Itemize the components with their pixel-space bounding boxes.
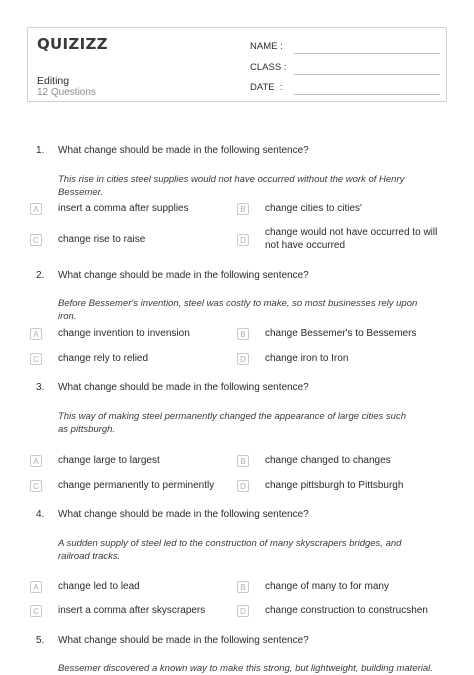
quizizz-logo: QUIZIZZ (37, 35, 108, 53)
option-text[interactable]: change rely to relied (58, 353, 149, 364)
option-letter-box[interactable]: B (237, 581, 249, 593)
option-letter-box[interactable]: B (237, 203, 249, 215)
option-letter-box[interactable]: D (237, 480, 249, 492)
option-text[interactable]: change of many to for many (265, 581, 389, 592)
question-sentence: A sudden supply of steel led to the construction of many skyscrapers bridges, and railroad tracks. (58, 538, 402, 562)
option-letter-box[interactable]: C (30, 234, 42, 246)
question-number: 3. (36, 382, 45, 393)
question-prompt: What change should be made in the following sentence? (58, 382, 309, 393)
option-text[interactable]: change would not have occurred to will not have occurred (265, 227, 438, 251)
question-prompt: What change should be made in the following sentence? (58, 270, 309, 281)
class-line (294, 73, 440, 75)
question-number: 4. (36, 509, 45, 520)
option-text[interactable]: change led to lead (58, 581, 140, 592)
option-letter-box[interactable]: B (237, 328, 249, 340)
question-prompt: What change should be made in the following sentence? (58, 635, 309, 646)
question-prompt: What change should be made in the following sentence? (58, 145, 309, 156)
option-letter-box[interactable]: A (30, 328, 42, 340)
option-text[interactable]: change invention to invension (58, 328, 190, 339)
option-text[interactable]: change pittsburgh to Pittsburgh (265, 480, 404, 491)
option-text[interactable]: change Bessemer's to Bessemers (265, 328, 417, 339)
option-letter-box[interactable]: D (237, 234, 249, 246)
question-sentence: Bessemer discovered a known way to make this strong, but lightweight, building material. (58, 663, 433, 674)
question-number: 2. (36, 270, 45, 281)
option-text[interactable]: change iron to Iron (265, 353, 349, 364)
option-letter-box[interactable]: A (30, 203, 42, 215)
option-letter-box[interactable]: C (30, 605, 42, 617)
question-prompt: What change should be made in the following sentence? (58, 509, 309, 520)
option-text[interactable]: change large to largest (58, 455, 160, 466)
question-number: 5. (36, 635, 45, 646)
option-text[interactable]: change cities to cities' (265, 203, 362, 214)
question-sentence: This way of making steel permanently changed the appearance of large cities such as pittsburgh. (58, 411, 407, 435)
question-number: 1. (36, 145, 45, 156)
question-sentence: Before Bessemer's invention, steel was costly to make, so most businesses rely upon iron. (58, 298, 418, 322)
worksheet-title: Editing (37, 75, 70, 87)
option-text[interactable]: change construction to construcshen (265, 605, 428, 616)
name-label: NAME : (250, 41, 283, 52)
option-letter-box[interactable]: C (30, 353, 42, 365)
option-text[interactable]: change changed to changes (265, 455, 391, 466)
question-count: 12 Questions (37, 87, 96, 98)
date-line (294, 93, 440, 95)
option-text[interactable]: insert a comma after supplies (58, 203, 189, 214)
option-letter-box[interactable]: A (30, 455, 42, 467)
question-sentence: This rise in cities steel supplies would not have occurred without the work of Henry Bessemer. (58, 174, 405, 198)
worksheet-header (27, 27, 447, 102)
option-letter-box[interactable]: A (30, 581, 42, 593)
class-label: CLASS : (250, 62, 287, 73)
option-text[interactable]: change rise to raise (58, 234, 146, 245)
option-letter-box[interactable]: C (30, 480, 42, 492)
option-letter-box[interactable]: B (237, 455, 249, 467)
option-text[interactable]: insert a comma after skyscrapers (58, 605, 206, 616)
option-letter-box[interactable]: D (237, 605, 249, 617)
date-label: DATE : (250, 82, 283, 93)
name-line (294, 52, 440, 54)
option-letter-box[interactable]: D (237, 353, 249, 365)
option-text[interactable]: change permanently to perminently (58, 480, 215, 491)
